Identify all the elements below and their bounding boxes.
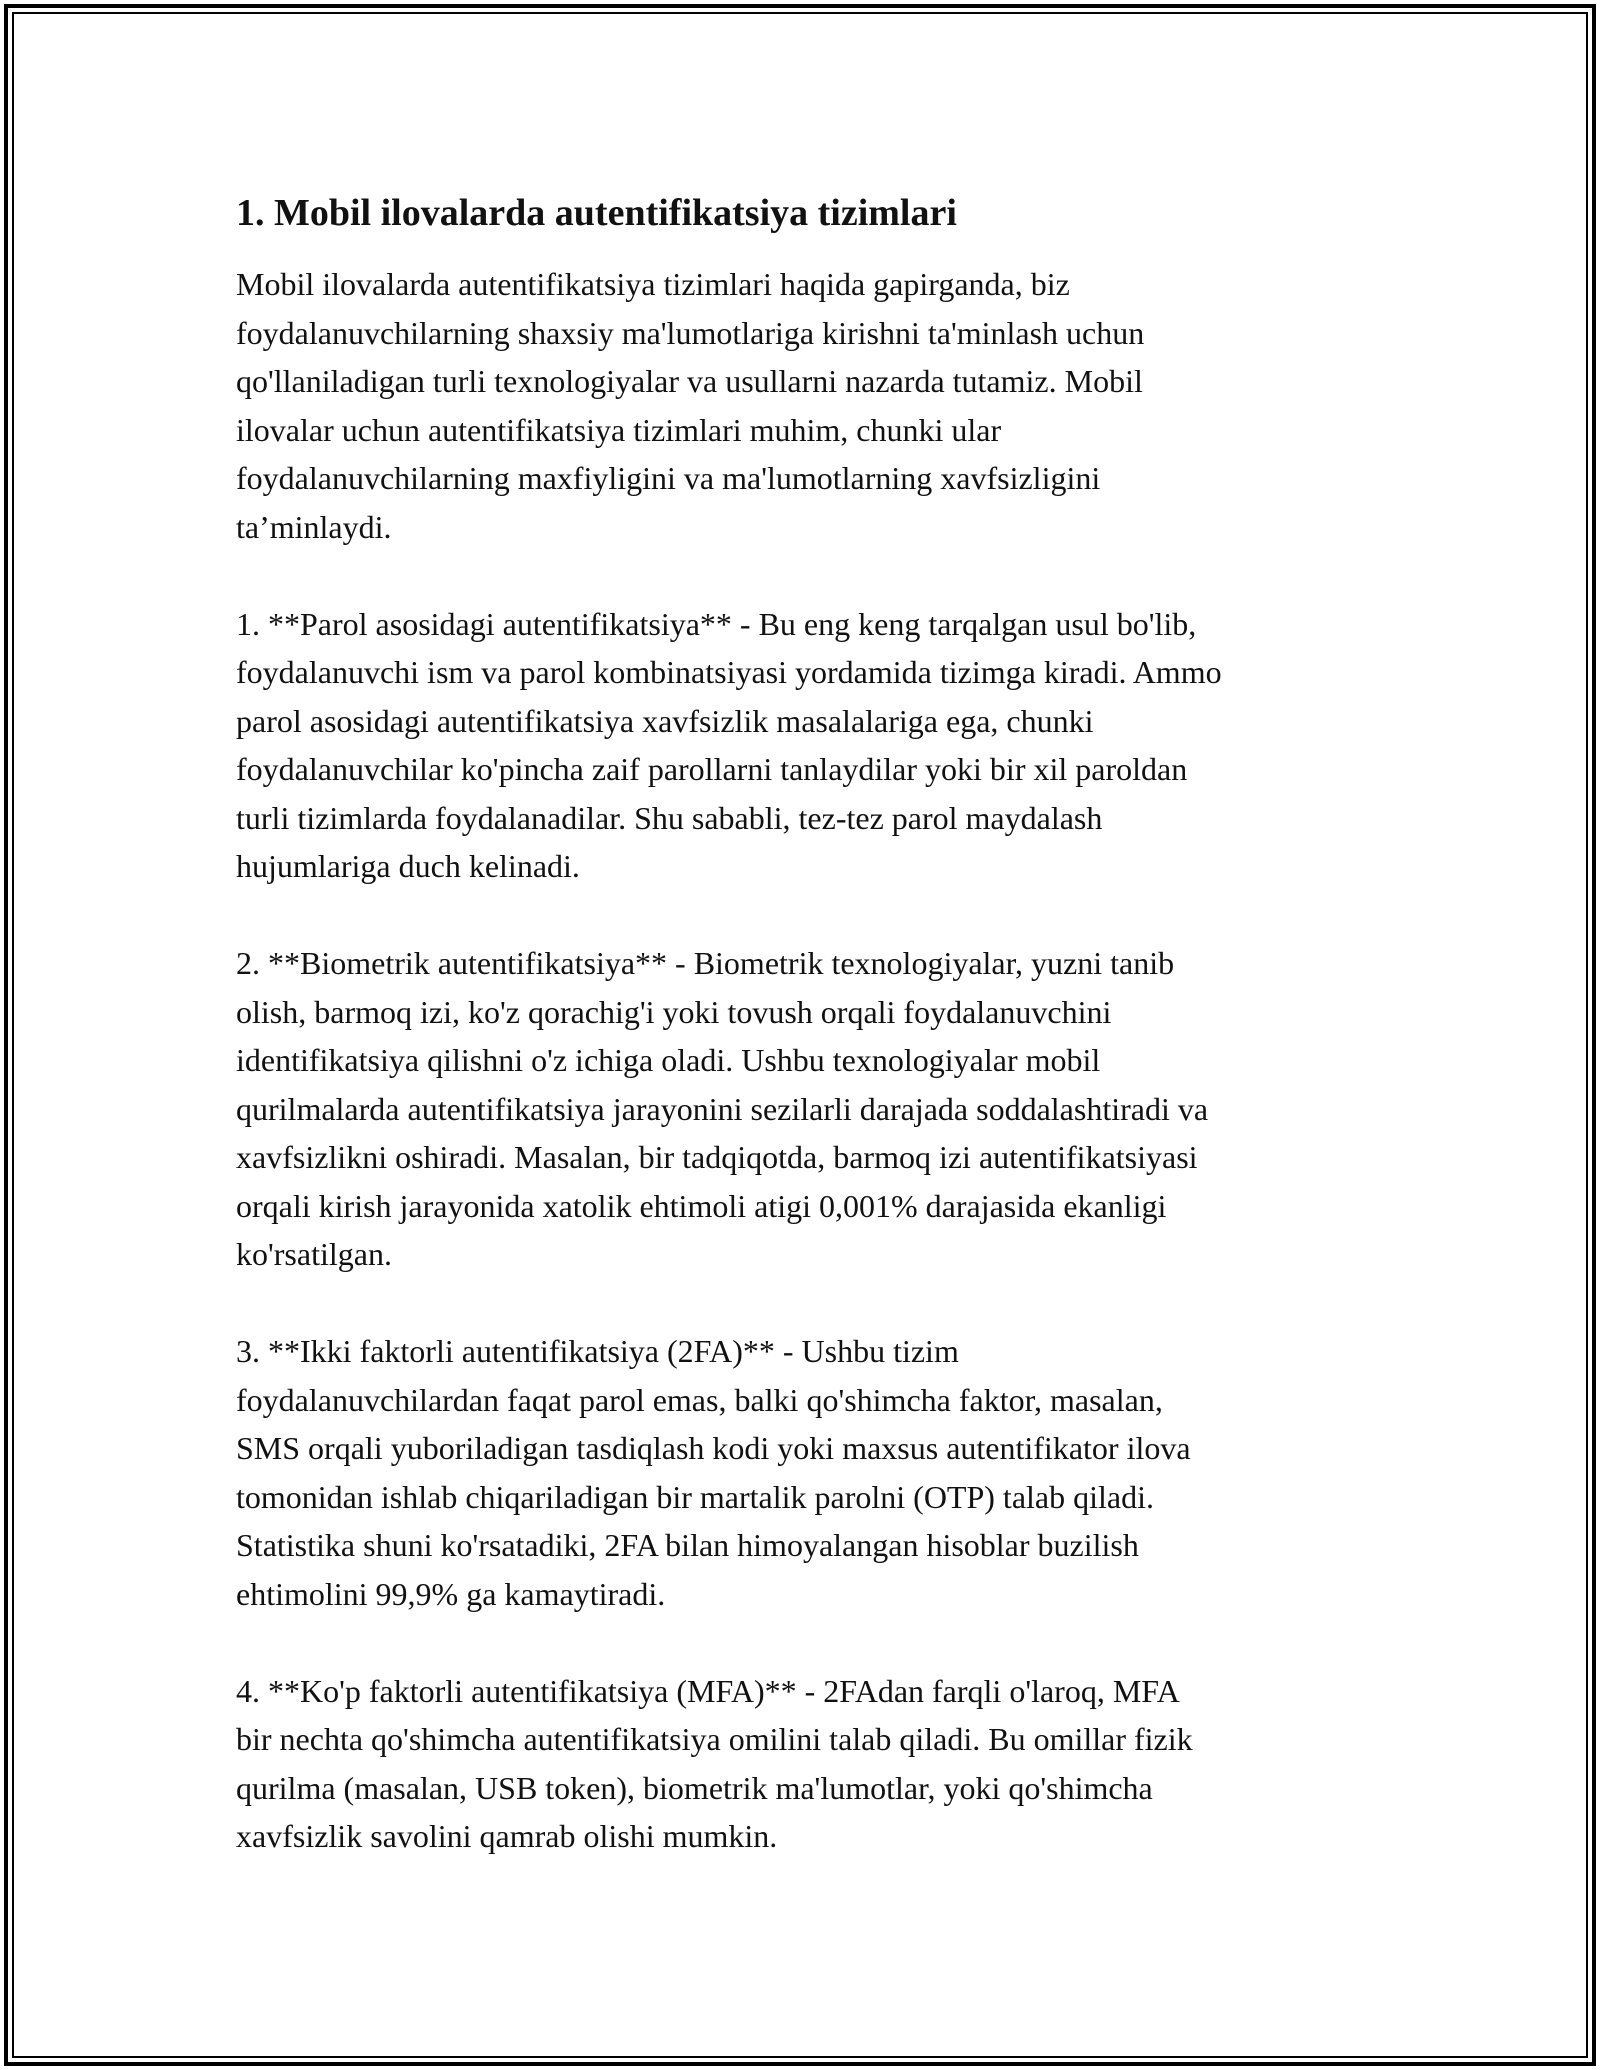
section-heading: 1. Mobil ilovalarda autentifikatsiya tizimlari xyxy=(236,192,957,234)
paragraph-line: bir nechta qo'shimcha autentifikatsiya omilini talab qiladi. Bu omillar fizik xyxy=(236,1721,1193,1757)
paragraph-line: ko'rsatilgan. xyxy=(236,1236,392,1272)
multi-factor-auth-paragraph xyxy=(236,1667,1396,1861)
paragraph-line: tomonidan ishlab chiqariladigan bir martalik parolni (OTP) talab qiladi. xyxy=(236,1478,1154,1515)
paragraph-line: Statistika shuni ko'rsatadiki, 2FA bilan himoyalangan hisoblar buzilish xyxy=(236,1527,1139,1563)
paragraph-line: turli tizimlarda foydalanadilar. Shu sababli, tez-tez parol maydalash xyxy=(236,799,1103,836)
biometric-auth-paragraph xyxy=(236,939,1396,1279)
paragraph-line: foydalanuvchilardan faqat parol emas, balki qo'shimcha faktor, masalan, xyxy=(236,1381,1163,1418)
intro-paragraph xyxy=(236,260,1396,551)
paragraph-line: foydalanuvchi ism va parol kombinatsiyasi yordamida tizimga kiradi. Ammo xyxy=(236,654,1222,690)
paragraph-line: foydalanuvchilarning maxfiyligini va ma'lumotlarning xavfsizligini xyxy=(236,460,1101,496)
paragraph-line: hujumlariga duch kelinadi. xyxy=(236,848,580,884)
paragraph-line: orqali kirish jarayonida xatolik ehtimoli atigi 0,001% darajasida ekanligi xyxy=(236,1187,1167,1224)
paragraph-line: qurilmalarda autentifikatsiya jarayonini sezilarli darajada soddalashtiradi va xyxy=(236,1090,1209,1127)
paragraph-line: 4. **Ko'p faktorli autentifikatsiya (MFA)** - 2FAdan farqli o'laroq, MFA xyxy=(236,1672,1180,1709)
paragraph-line: 2. **Biometrik autentifikatsiya** - Biometrik texnologiyalar, yuzni tanib xyxy=(236,945,1175,981)
paragraph-line: ilovalar uchun autentifikatsiya tizimlari muhim, chunki ular xyxy=(236,411,1002,448)
paragraph-line: qurilma (masalan, USB token), biometrik ma'lumotlar, yoki qo'shimcha xyxy=(236,1769,1153,1806)
paragraph-line: olish, barmoq izi, ko'z qorachig'i yoki tovush orqali foydalanuvchini xyxy=(236,993,1112,1030)
paragraph-line: ehtimolini 99,9% ga kamaytiradi. xyxy=(236,1575,666,1612)
paragraph-line: ta’minlaydi. xyxy=(236,508,392,545)
document-page xyxy=(236,186,1396,1861)
paragraph-line: xavfsizlik savolini qamrab olishi mumkin. xyxy=(236,1818,778,1854)
two-factor-auth-paragraph xyxy=(236,1327,1396,1618)
paragraph-line: 1. **Parol asosidagi autentifikatsiya** - Bu eng keng tarqalgan usul bo'lib, xyxy=(236,605,1197,642)
paragraph-line: qo'llaniladigan turli texnologiyalar va usullarni nazarda tutamiz. Mobil xyxy=(236,363,1143,399)
paragraph-line: 3. **Ikki faktorli autentifikatsiya (2FA)** - Ushbu tizim xyxy=(236,1333,959,1369)
paragraph-line: xavfsizlikni oshiradi. Masalan, bir tadqiqotda, barmoq izi autentifikatsiyasi xyxy=(236,1139,1198,1175)
paragraph-line: foydalanuvchilarning shaxsiy ma'lumotlariga kirishni ta'minlash uchun xyxy=(236,314,1145,351)
paragraph-line: identifikatsiya qilishni o'z ichiga oladi. Ushbu texnologiyalar mobil xyxy=(236,1042,1101,1078)
paragraph-line: Mobil ilovalarda autentifikatsiya tizimlari haqida gapirganda, biz xyxy=(236,266,1070,302)
paragraph-line: parol asosidagi autentifikatsiya xavfsizlik masalalariga ega, chunki xyxy=(236,702,1094,739)
paragraph-line: SMS orqali yuboriladigan tasdiqlash kodi yoki maxsus autentifikator ilova xyxy=(236,1430,1191,1466)
password-auth-paragraph xyxy=(236,600,1396,891)
paragraph-line: foydalanuvchilar ko'pincha zaif parollarni tanlaydilar yoki bir xil paroldan xyxy=(236,751,1188,787)
